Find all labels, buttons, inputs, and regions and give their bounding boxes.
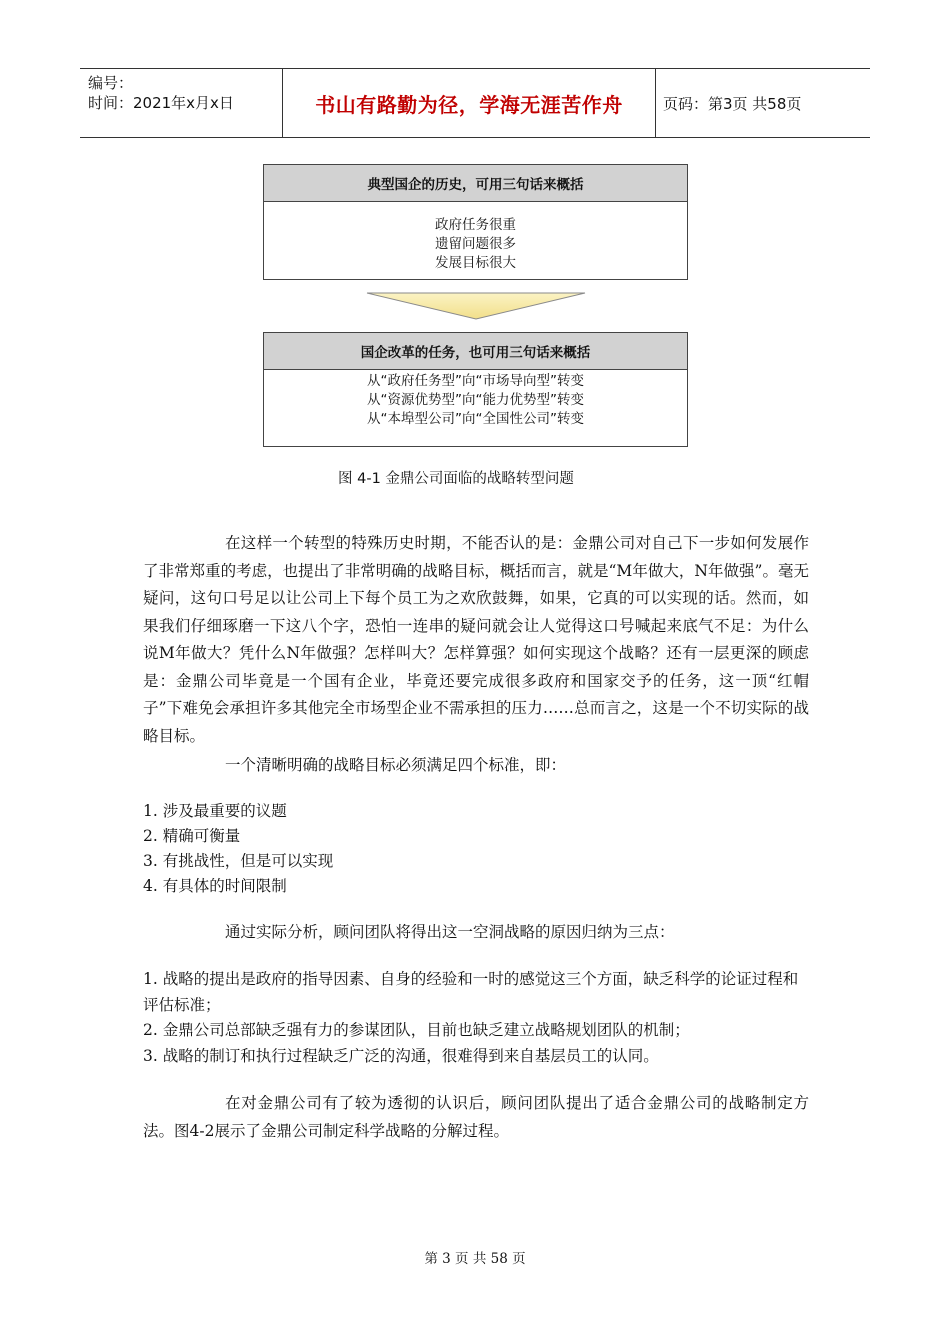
figure-caption: 图 4-1 金鼎公司面临的战略转型问题: [338, 471, 574, 487]
reform-line: 从“本埠型公司”向“全国性公司”转变: [367, 411, 584, 427]
figure-box-reform-title: 国企改革的任务，也可用三句话来概括: [264, 333, 687, 370]
reasons-list: [143, 967, 809, 1069]
figure-box-history-lines: [264, 202, 687, 273]
figure-box-reform-lines: [264, 370, 687, 429]
criteria-list: [143, 799, 809, 899]
page-footer: 第 3 页 共 58 页: [424, 1251, 526, 1267]
history-line: 发展目标很大: [435, 255, 516, 271]
list-item: 2. 精确可衡量: [143, 827, 241, 845]
history-line: 遗留问题很多: [435, 236, 516, 252]
figure-box-history: [263, 164, 688, 280]
document-header: [80, 68, 870, 138]
figure-box-reform: [263, 332, 688, 447]
header-motto: 书山有路勤为径，学海无涯苦作舟: [282, 69, 656, 137]
list-item: 1. 涉及最重要的议题: [143, 802, 287, 820]
reform-line: 从“资源优势型”向“能力优势型”转变: [367, 392, 584, 408]
paragraph-reasons-lead: 通过实际分析，顾问团队将得出这一空洞战略的原因归纳为三点：: [225, 923, 675, 941]
number-label: 编号：: [88, 74, 134, 92]
down-arrow-icon: [366, 292, 586, 320]
reform-line: 从“政府任务型”向“市场导向型”转变: [367, 373, 584, 389]
figure-box-history-title: 典型国企的历史，可用三句话来概括: [264, 165, 687, 202]
history-line: 政府任务很重: [435, 217, 516, 233]
header-page-info: 页码：第3页 共58页: [663, 95, 802, 113]
list-item: 4. 有具体的时间限制: [143, 877, 287, 895]
list-item: 3. 有挑战性，但是可以实现: [143, 852, 334, 870]
date-line: 时间：2021年x月x日: [88, 94, 234, 112]
header-meta: [80, 69, 282, 137]
paragraph-intro: 在这样一个转型的特殊历史时期，不能否认的是：金鼎公司对自己下一步如何发展作了非常郑重的考虑，也提出了非常明确的战略目标，概括而言，就是“M年做大，N年做强”。毫无疑问，这句口号足以让公司上下每个员工为之欢欣鼓舞，如果，它真的可以实现的话。然而，如果我们仔细琢磨一下这八个字，恐怕一连串的疑问就会让人觉得这口号喊起来底气不足：为什么说M年做大？凭什么N年做强？怎样叫大？怎样算强？如何实现这个战略？还有一层更深的顾虑是：金鼎公司毕竟是一个国有企业，毕竟还要完成很多政府和国家交予的任务，这一顶“红帽子”下难免会承担许多其他完全市场型企业不需承担的压力……总而言之，这是一个不切实际的战略目标。: [143, 534, 809, 745]
paragraph-criteria-lead: 一个清晰明确的战略目标必须满足四个标准，即：: [225, 756, 567, 774]
paragraph-method: 在对金鼎公司有了较为透彻的认识后，顾问团队提出了适合金鼎公司的战略制定方法。图4-2展示了金鼎公司制定科学战略的分解过程。: [143, 1094, 809, 1140]
list-item: 2. 金鼎公司总部缺乏强有力的参谋团队，目前也缺乏建立战略规划团队的机制；: [143, 1021, 690, 1039]
list-item: 1. 战略的提出是政府的指导因素、自身的经验和一时的感觉这三个方面，缺乏科学的论证过程和评估标准；: [143, 970, 799, 1014]
list-item: 3. 战略的制订和执行过程缺乏广泛的沟通，很难得到来自基层员工的认同。: [143, 1046, 659, 1065]
